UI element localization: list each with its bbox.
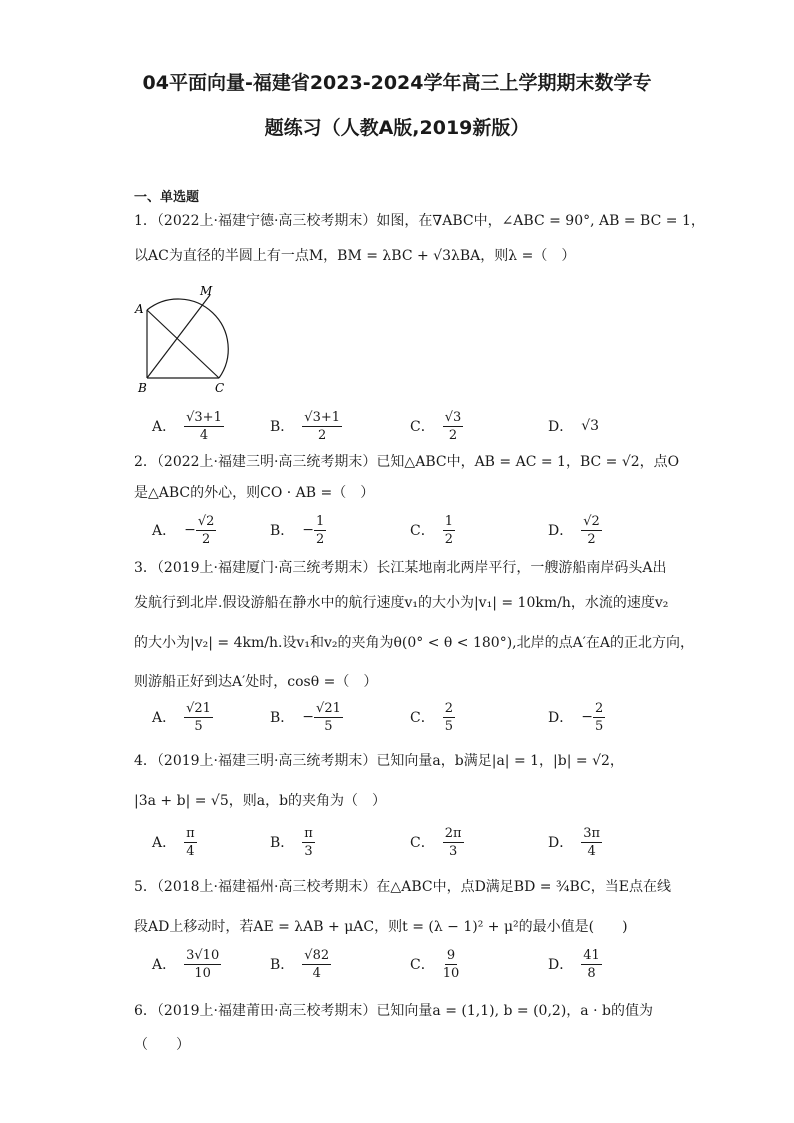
section-heading: 一、单选题	[134, 190, 200, 205]
question-5-option-d[interactable]: D． $\frac{41}{8}$	[548, 947, 600, 981]
question-1-option-b[interactable]: B． $\frac{√3+1}{2}$	[270, 409, 341, 443]
figure-label-m: M	[200, 284, 213, 298]
question-2-line-2: 是△ABC的外心，则CO · AB =（ ）	[134, 485, 375, 501]
question-4-line-1: 4．（2019上·福建三明·高三统考期末）已知向量a，b满足|a| = 1，|b| = √2，	[134, 753, 624, 769]
semicircle-triangle-figure	[128, 282, 238, 394]
figure-label-a: A	[135, 302, 144, 316]
question-1-option-d[interactable]: D． √3	[548, 418, 600, 435]
question-1-option-c[interactable]: C． $\frac{√3}{2}$	[410, 409, 462, 443]
question-5-option-c[interactable]: C． $\frac{9}{10}$	[410, 947, 460, 981]
question-5-option-a[interactable]: A． $\frac{3√10}{10}$	[152, 947, 220, 981]
question-1-option-a[interactable]: A． $\frac{√3+1}{4}$	[152, 409, 222, 443]
question-3-option-c[interactable]: C． $\frac{2}{5}$	[410, 700, 453, 734]
question-2-option-a[interactable]: A． − $\frac{√2}{2}$	[152, 513, 215, 547]
question-3-line-1: 3．（2019上·福建厦门·高三统考期末）长江某地南北两岸平行，一艘游船南岸码头A出	[134, 560, 667, 576]
question-2-options	[152, 510, 672, 550]
question-3-line-2: 发航行到北岸.假设游船在静水中的航行速度v₁的大小为|v₁| = 10km/h，水流的速度v₂	[134, 595, 669, 611]
question-6-line-2: （ ）	[134, 1037, 190, 1053]
figure-label-c: C	[215, 381, 225, 394]
question-1-line-1: 1．（2022上·福建宁德·高三校考期末）如图，在∇ABC中，∠ABC = 90°, AB = BC = 1，	[134, 213, 705, 229]
document-title-line-2: 题练习（人教A版,2019新版）	[264, 117, 530, 139]
question-3-line-3: 的大小为|v₂| = 4km/h.设v₁和v₂的夹角为θ(0° < θ < 180°),北岸的点A′在A的正北方向，	[134, 635, 694, 651]
question-2-option-d[interactable]: D． $\frac{√2}{2}$	[548, 513, 600, 547]
question-2-line-1: 2．（2022上·福建三明·高三统考期末）已知△ABC中，AB = AC = 1，BC = √2，点O	[134, 454, 680, 470]
question-3-option-b[interactable]: B． − $\frac{√21}{5}$	[270, 700, 341, 734]
question-2-option-c[interactable]: C． $\frac{1}{2}$	[410, 513, 453, 547]
question-1-options	[152, 406, 672, 446]
question-5-options	[152, 944, 672, 984]
question-5-line-2: 段AD上移动时，若AE = λAB + μAC，则t = (λ − 1)² + μ²的最小值是( )	[134, 919, 628, 935]
question-3-option-a[interactable]: A． $\frac{√21}{5}$	[152, 700, 211, 734]
question-4-option-d[interactable]: D． $\frac{3\pi}{4}$	[548, 825, 601, 859]
question-4-option-b[interactable]: B． $\frac{\pi}{3}$	[270, 825, 313, 859]
question-3-option-d[interactable]: D． − $\frac{2}{5}$	[548, 700, 604, 734]
question-6-line-1: 6．（2019上·福建莆田·高三校考期末）已知向量a = (1,1), b = (0,2)，a · b的值为	[134, 1003, 653, 1019]
question-4-options	[152, 822, 672, 862]
question-1-line-2: 以AC为直径的半圆上有一点M，BM = λBC + √3λBA，则λ =（ ）	[134, 248, 576, 264]
question-4-line-2: |3a + b| = √5，则a，b的夹角为（ ）	[134, 793, 387, 809]
question-5-line-1: 5．（2018上·福建福州·高三校考期末）在△ABC中，点D满足BD = ¾BC，当E点在线	[134, 879, 671, 895]
figure-label-b: B	[138, 381, 147, 394]
question-4-option-c[interactable]: C． $\frac{2\pi}{3}$	[410, 825, 462, 859]
question-4-option-a[interactable]: A． $\frac{\pi}{4}$	[152, 825, 195, 859]
question-2-option-b[interactable]: B． − $\frac{1}{2}$	[270, 513, 325, 547]
question-5-option-b[interactable]: B． $\frac{√82}{4}$	[270, 947, 330, 981]
question-3-line-4: 则游船正好到达A′处时，cosθ =（ ）	[134, 674, 378, 690]
question-3-options	[152, 697, 672, 737]
document-title-line-1: 04平面向量-福建省2023-2024学年高三上学期期末数学专	[142, 72, 652, 94]
